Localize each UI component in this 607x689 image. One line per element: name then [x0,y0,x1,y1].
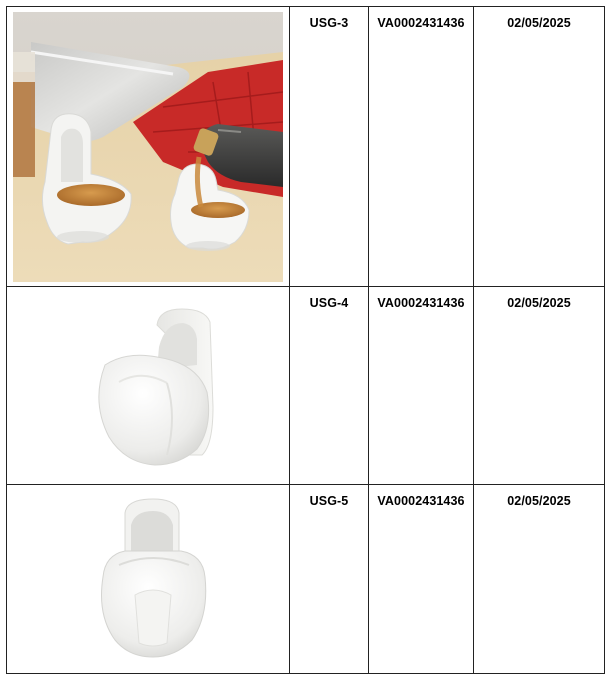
registration-number: VA0002431436 [377,16,465,30]
whiskey-urinal-photo [13,12,283,282]
registration-table [6,6,605,674]
registration-number-cell [369,7,474,287]
date-cell [474,7,605,287]
registration-date: 02/05/2025 [507,296,571,310]
date-cell [474,287,605,485]
registration-number: VA0002431436 [377,494,465,508]
item-id-cell [290,287,369,485]
product-image-cell [7,287,290,485]
product-image-cell [7,7,290,287]
registration-number: VA0002431436 [377,296,465,310]
date-cell [474,485,605,674]
item-id: USG-4 [309,296,349,310]
urinal-side-view-image [7,287,287,482]
item-id: USG-3 [309,16,349,30]
registration-date: 02/05/2025 [507,16,571,30]
urinal-front-view-image [7,485,287,671]
product-image-cell [7,485,290,674]
table-row [7,485,605,674]
item-id: USG-5 [309,494,349,508]
item-id-cell [290,485,369,674]
table-row [7,7,605,287]
registration-date: 02/05/2025 [507,494,571,508]
registration-number-cell [369,485,474,674]
item-id-cell [290,7,369,287]
registration-number-cell [369,287,474,485]
table-row [7,287,605,485]
